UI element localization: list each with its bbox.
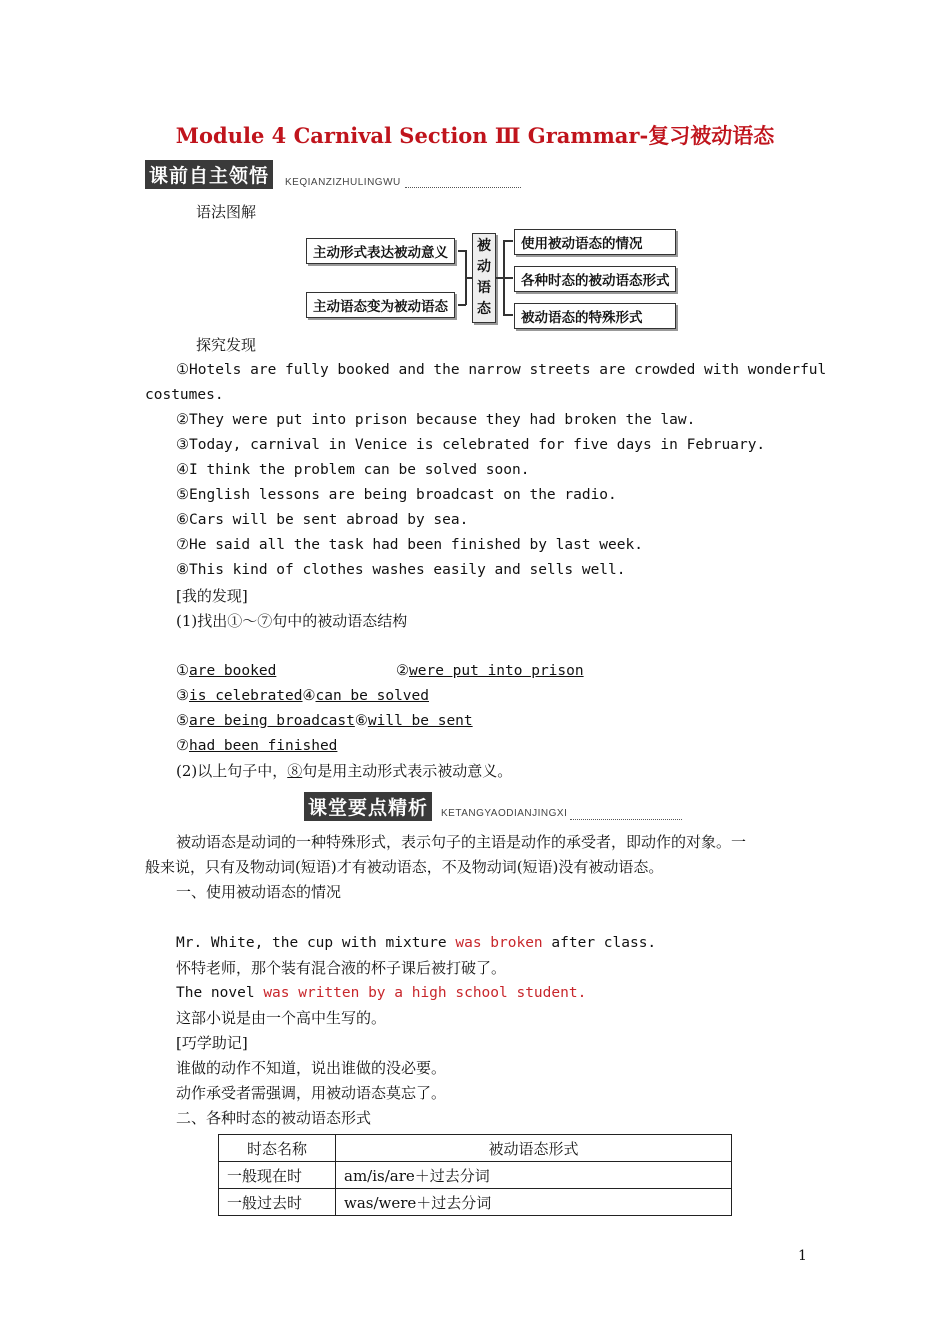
discovery-question-1: (1)找出①～⑦句中的被动语态结构 xyxy=(176,612,408,630)
answer-text: had been finished xyxy=(189,738,338,754)
answer-text: can be solved xyxy=(315,688,429,704)
table-row xyxy=(219,1162,732,1189)
dotted-rule xyxy=(405,187,521,188)
banner-subtitle: KETANGYAODIANJINGXI xyxy=(441,808,568,819)
example-sentence: ①Hotels are fully booked and the narrow streets are crowded with wonderful xyxy=(176,362,827,378)
page-title: Module 4 Carnival Section Ⅲ Grammar-复习被动语态 xyxy=(175,123,775,148)
section-banner-preview xyxy=(145,160,521,190)
discovery-question-2: (2)以上句子中，⑧句是用主动形式表示被动意义。 xyxy=(176,762,513,780)
example-sentence: costumes. xyxy=(145,387,224,403)
table-header-row xyxy=(219,1135,732,1162)
grammar-diagram xyxy=(300,228,690,332)
answer-text: are being broadcast xyxy=(189,713,355,729)
diagram-right-box: 各种时态的被动语态形式 xyxy=(514,266,676,292)
diagram-center-box: 被 动 语 态 xyxy=(472,233,496,323)
diagram-left-box: 主动形式表达被动意义 xyxy=(306,238,455,264)
dotted-rule xyxy=(570,819,682,820)
table-cell: am/is/are＋过去分词 xyxy=(336,1162,732,1189)
banner-subtitle: KEQIANZIZHULINGWU xyxy=(285,177,401,188)
section-banner-class xyxy=(304,792,682,822)
table-header: 被动语态形式 xyxy=(336,1135,732,1162)
explore-heading: 探究发现 xyxy=(196,336,257,354)
grammar-diagram-heading: 语法图解 xyxy=(196,203,257,221)
example-sentence: ②They were put into prison because they had broken the law. xyxy=(176,412,696,428)
table-cell: 一般过去时 xyxy=(219,1189,336,1216)
example-sentence: ⑤English lessons are being broadcast on the radio. xyxy=(176,487,617,503)
answer-row: ③is celebrated④can be solved xyxy=(176,688,429,704)
tip-label: [巧学助记] xyxy=(176,1034,248,1052)
table-header: 时态名称 xyxy=(219,1135,336,1162)
banner-label: 课堂要点精析 xyxy=(304,792,432,821)
example-sentence: ⑦He said all the task had been finished by last week. xyxy=(176,537,643,553)
intro-paragraph: 被动语态是动词的一种特殊形式，表示句子的主语是动作的承受者，即动作的对象。一 xyxy=(176,833,747,851)
tip-line: 动作承受者需强调，用被动语态莫忘了。 xyxy=(176,1084,447,1102)
section-heading-2: 二、各种时态的被动语态形式 xyxy=(176,1109,372,1127)
example-chinese: 这部小说是由一个高中生写的。 xyxy=(176,1009,387,1027)
tip-line: 谁做的动作不知道，说出谁做的没必要。 xyxy=(176,1059,447,1077)
example-english: The novel was written by a high school student. xyxy=(176,985,587,1001)
example-sentence: ④I think the problem can be solved soon. xyxy=(176,462,530,478)
example-sentence: ③Today, carnival in Venice is celebrated for five days in February. xyxy=(176,437,766,453)
example-sentence: ⑥Cars will be sent abroad by sea. xyxy=(176,512,469,528)
diagram-right-box: 使用被动语态的情况 xyxy=(514,229,676,255)
intro-paragraph: 般来说，只有及物动词(短语)才有被动语态，不及物动词(短语)没有被动语态。 xyxy=(145,858,664,876)
answer-text: were put into prison xyxy=(409,663,584,679)
answer-row: ⑤are being broadcast⑥will be sent xyxy=(176,713,473,729)
banner-label: 课前自主领悟 xyxy=(145,160,273,189)
answer-text: will be sent xyxy=(367,713,473,729)
diagram-right-box: 被动语态的特殊形式 xyxy=(514,303,676,329)
table-cell: was/were＋过去分词 xyxy=(336,1189,732,1216)
table-row xyxy=(219,1189,732,1216)
answer-row: ②were put into prison xyxy=(396,663,584,679)
page-number: 1 xyxy=(798,1248,807,1264)
tense-table xyxy=(218,1134,732,1216)
example-chinese: 怀特老师，那个装有混合液的杯子课后被打破了。 xyxy=(176,959,507,977)
table-cell: 一般现在时 xyxy=(219,1162,336,1189)
answer-row: ①are booked xyxy=(176,663,277,679)
example-english: Mr. White, the cup with mixture was broken after class. xyxy=(176,935,657,951)
answer-text: is celebrated xyxy=(189,688,303,704)
answer-row: ⑦had been finished xyxy=(176,738,338,754)
section-heading-1: 一、使用被动语态的情况 xyxy=(176,883,342,901)
example-sentence: ⑧This kind of clothes washes easily and sells well. xyxy=(176,562,626,578)
discovery-label: [我的发现] xyxy=(176,587,248,605)
answer-text: are booked xyxy=(189,663,277,679)
diagram-left-box: 主动语态变为被动语态 xyxy=(306,292,455,318)
